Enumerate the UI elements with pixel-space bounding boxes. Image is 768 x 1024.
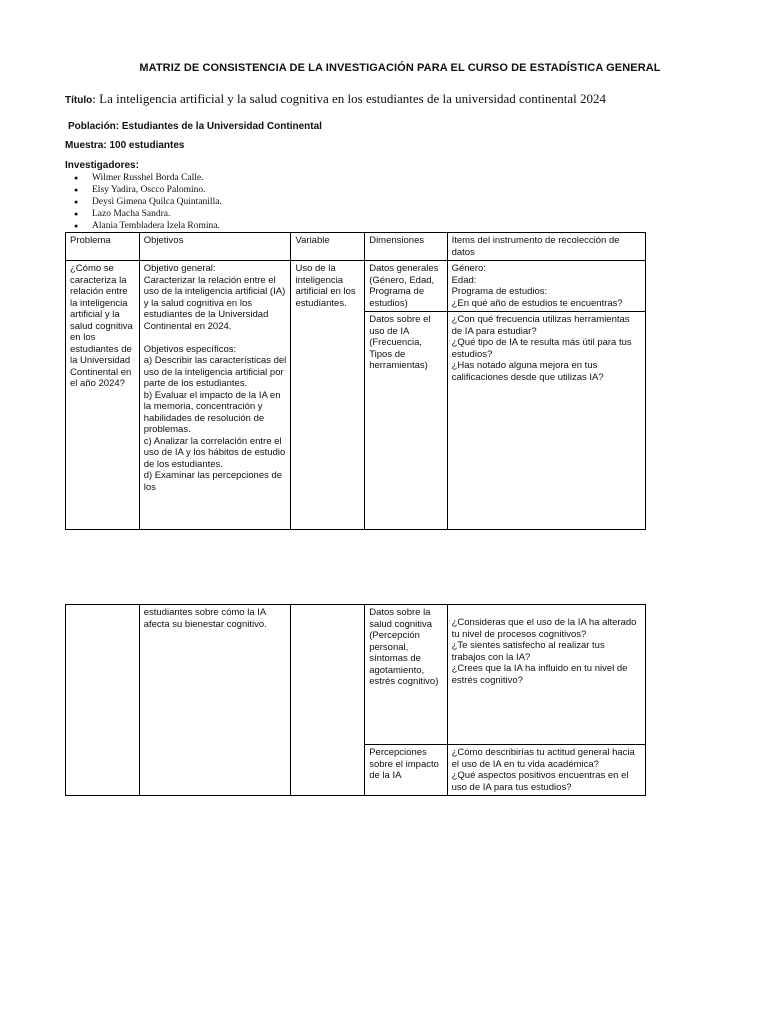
item-text: ¿Te sientes satisfecho al realizar tus trabajos con la IA? — [451, 640, 605, 663]
document-title: MATRIZ DE CONSISTENCIA DE LA INVESTIGACIÓN PARA EL CURSO DE ESTADÍSTICA GENERAL — [139, 62, 661, 74]
investigators-list — [74, 172, 222, 232]
investigator-item: ● Wilmer Russhel Borda Calle. — [74, 172, 222, 184]
dimension-cell: Datos generales (Género, Edad, Programa de estudios) — [365, 261, 447, 312]
research-title-value: La inteligencia artificial y la salud cognitiva en los estudiantes de la universidad continental 2024 — [99, 91, 607, 106]
item-text: ¿Consideras que el uso de la IA ha alterado tu nivel de procesos cognitivos? — [451, 617, 637, 640]
variable-cell-empty — [291, 605, 365, 796]
population-text: Población: Estudiantes de la Universidad Continental — [68, 121, 322, 132]
item-text: Edad: — [451, 274, 477, 286]
items-cell — [447, 605, 645, 745]
items-cell — [447, 261, 645, 312]
items-cell — [447, 312, 645, 530]
problem-cell: ¿Cómo se caracteriza la relación entre la inteligencia artificial y la salud cognitiva en los estudiantes de la Universidad Continental en el año 2024? — [66, 261, 140, 530]
dimension-cell: Datos sobre la salud cognitiva (Percepción personal, síntomas de agotamiento, estrés cognitivo) — [365, 605, 447, 745]
item-text: ¿Qué aspectos positivos encuentras en el uso de IA para tus estudios? — [451, 770, 629, 793]
table-row — [66, 605, 646, 745]
item-text: ¿Has notado alguna mejora en tus calificaciones desde que utilizas IA? — [451, 360, 604, 383]
investigator-item: ● Alania Tembladera Izela Romina. — [74, 220, 222, 232]
item-text: ¿Crees que la IA ha influido en tu nivel de estrés cognitivo? — [451, 663, 628, 686]
header-cell: Objetivos — [139, 233, 291, 261]
item-text: ¿Qué tipo de IA te resulta más útil para tus estudios? — [451, 337, 632, 360]
items-cell — [447, 745, 645, 796]
item-text: Programa de estudios: — [451, 286, 548, 297]
header-cell: Variable — [291, 233, 365, 261]
item-text: ¿Con qué frecuencia utilizas herramientas de IA para estudiar? — [451, 314, 630, 337]
objectives-cell-continued: estudiantes sobre cómo la IA afecta su bienestar cognitivo. — [139, 605, 291, 796]
consistency-matrix-table-continued — [65, 604, 646, 796]
header-cell: Items del instrumento de recolección de datos — [447, 233, 645, 261]
consistency-matrix-table — [65, 232, 646, 530]
sample-text: Muestra: 100 estudiantes — [65, 140, 185, 151]
research-title-label: Título: — [65, 95, 96, 106]
table-row — [66, 261, 646, 312]
investigator-item: ● Elsy Yadira, Oscco Palomino. — [74, 184, 222, 196]
item-text: ¿Cómo describirías tu actitud general hacia el uso de IA en tu vida académica? — [451, 747, 635, 770]
investigator-item: ● Deysi Gimena Quilca Quintanilla. — [74, 196, 222, 208]
variable-cell: Uso de la inteligencia artificial en los estudiantes. — [291, 261, 365, 530]
investigators-label: Investigadores: — [65, 160, 139, 171]
research-title — [65, 91, 606, 107]
dimension-cell: Percepciones sobre el impacto de la IA — [365, 745, 447, 796]
problem-cell-empty — [66, 605, 140, 796]
header-cell: Problema — [66, 233, 140, 261]
item-text: Género: — [451, 263, 486, 274]
investigator-item: ● Lazo Macha Sandra. — [74, 208, 222, 220]
objectives-cell: Objetivo general: Caracterizar la relación entre el uso de la inteligencia artificial (IA) y la salud cognitiva en los estudiantes de la Universidad Continental en 2024. Objetivos específicos: a) Describir las características del uso de la inteligencia artificial por parte de los estudiantes. b) Evaluar el impacto de la IA en la memoria, concentración y habilidades de resolución de problemas. c) Analizar la correlación entre el uso de IA y los hábitos de estudio de los estudiantes. d) Examinar las percepciones de los — [139, 261, 291, 530]
item-text: ¿En qué año de estudios te encuentras? — [451, 297, 623, 309]
dimension-cell: Datos sobre el uso de IA (Frecuencia, Tipos de herramientas) — [365, 312, 447, 530]
table-header-row — [66, 233, 646, 261]
header-cell: Dimensiones — [365, 233, 447, 261]
